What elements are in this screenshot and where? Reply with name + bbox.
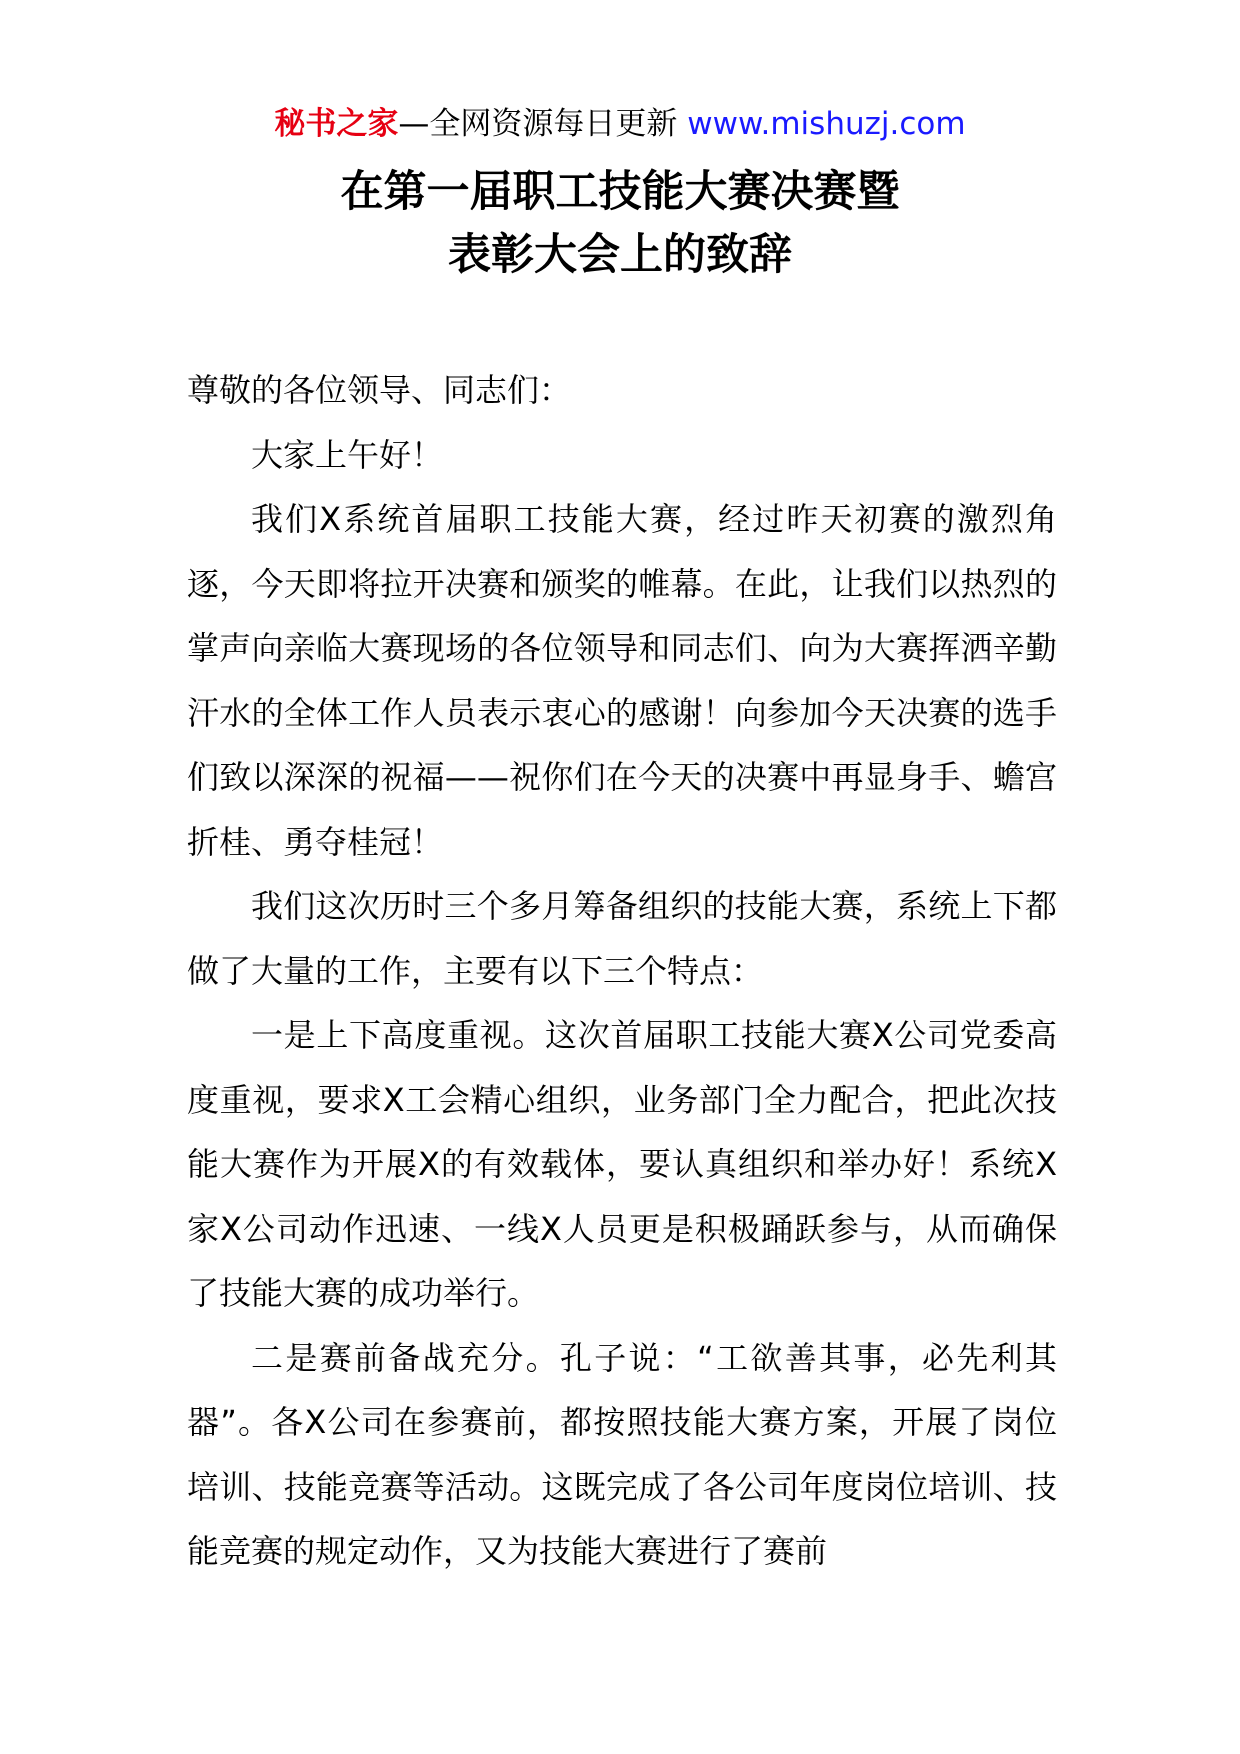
body-paragraph-2: 我们这次历时三个多月筹备组织的技能大赛，系统上下都做了大量的工作，主要有以下三个特点：	[187, 887, 1057, 990]
site-brand: 秘书之家	[274, 106, 399, 142]
site-url-link[interactable]: www.mishuzj.com	[687, 106, 966, 142]
salutation: 尊敬的各位领导、同志们：	[187, 371, 572, 409]
document-title-line-2: 表彰大会上的致辞	[448, 230, 792, 280]
document-title-line-1: 在第一届职工技能大赛决赛暨	[340, 167, 900, 217]
document-body	[187, 358, 1057, 1584]
body-paragraph-4: 二是赛前备战充分。孔子说：“工欲善其事，必先利其器”。各X公司在参赛前，都按照技能大赛方案，开展了岗位培训、技能竞赛等活动。这既完成了各公司年度岗位培训、技能竞赛的规定动作，又为技能大赛进行了赛前	[187, 1338, 1057, 1570]
body-paragraph-3: 一是上下高度重视。这次首届职工技能大赛X公司党委高度重视，要求X工会精心组织，业务部门全力配合，把此次技能大赛作为开展X的有效载体，要认真组织和举办好！系统X家X公司动作迅速、一线X人员更是积极踊跃参与，从而确保了技能大赛的成功举行。	[187, 1016, 1057, 1312]
greeting: 大家上午好！	[251, 435, 444, 474]
site-header	[0, 100, 1240, 148]
body-paragraph-1: 我们X系统首届职工技能大赛，经过昨天初赛的激烈角逐，今天即将拉开决赛和颁奖的帷幕。在此，让我们以热烈的掌声向亲临大赛现场的各位领导和同志们、向为大赛挥洒辛勤汗水的全体工作人员表示衷心的感谢！向参加今天决赛的选手们致以深深的祝福——祝你们在今天的决赛中再显身手、蟾宫折桂、勇夺桂冠！	[187, 500, 1057, 861]
site-slogan: —全网资源每日更新	[398, 106, 678, 142]
